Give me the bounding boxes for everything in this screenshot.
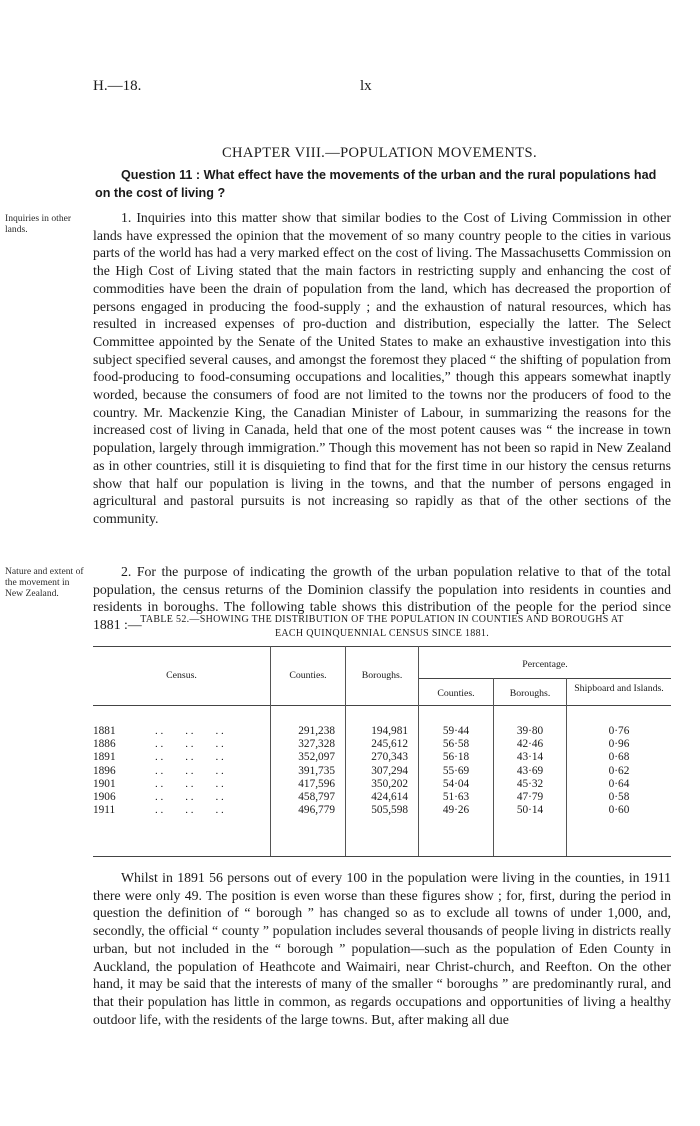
cell-counties: 496,779 — [298, 804, 335, 817]
page-header-code: H.—18. — [93, 78, 142, 94]
percentage-group-rule — [418, 678, 671, 679]
cell-boroughs: 505,598 — [371, 804, 408, 817]
cell-pct-shipboard: 0·60 — [608, 804, 630, 817]
header-pct-shipboard: Shipboard and Islands. — [574, 683, 664, 694]
cell-boroughs: 350,202 — [371, 777, 408, 790]
cell-year: 1891 — [93, 751, 116, 764]
cell-counties: 391,735 — [298, 764, 335, 777]
cell-pct-boroughs: 50·14 — [516, 804, 544, 817]
cell-counties: 352,097 — [298, 751, 335, 764]
cell-pct-counties: 49·26 — [442, 804, 470, 817]
cell-boroughs: 194,981 — [371, 725, 408, 737]
cell-pct-counties: 54·04 — [442, 777, 470, 790]
header-census: Census. — [166, 670, 197, 681]
margin-note-inquiries: Inquiries in other lands. — [5, 213, 72, 235]
cell-pct-counties: 56·58 — [442, 738, 470, 751]
table-caption-line-1: TABLE 52.—SHOWING THE DISTRIBUTION OF THE POPULATION IN COUNTIES AND BOROUGHS AT — [140, 614, 624, 625]
table-caption — [93, 613, 671, 641]
cell-pct-counties: 55·69 — [442, 764, 470, 777]
leader-dots: . . . . . . — [155, 738, 224, 751]
table-top-rule — [93, 646, 671, 647]
cell-year: 1901 — [93, 777, 116, 790]
cell-year: 1906 — [93, 791, 116, 803]
cell-pct-counties: 59·44 — [442, 725, 470, 737]
cell-pct-boroughs: 47·79 — [516, 791, 544, 803]
cell-pct-boroughs: 43·69 — [516, 764, 544, 777]
cell-pct-counties: 56·18 — [442, 751, 470, 764]
cell-counties: 417,596 — [298, 777, 335, 790]
cell-year: 1881 — [93, 725, 116, 737]
question-heading — [95, 166, 668, 202]
table-bottom-rule — [93, 856, 671, 857]
margin-note-nature: Nature and extent of the movement in New Zealand. — [5, 566, 84, 599]
header-percentage: Percentage. — [522, 659, 568, 670]
paragraph-1-text: 1. Inquiries into this matter show that similar bodies to the Cost of Living Commission in other lands have expressed the opinion that the movement of so many country people to the cities in various parts of the world has had a very marked effect on the cost of living. The Massachusetts Commission on the High Cost of Living stated that the main factors in restricting supply and enhancing the cost of commodities have been the drain of population from the land, which has decreased the proportion of persons engaged in producing the food-supply ; and the exhaustion of natural resources, which has resulted in increased expenses of pro-duction and distribution, especially the latter. The Select Committee appointed by the Senate of the United States to make an exhaustive investigation into this subject specified several causes, and amongst the foremost they placed “ the shifting of population from food-producing to food-consuming occupations and localities,” though this appears somewhat inaptly worded, because the consumers of food are not limited to the towns nor the producers of food to the country. Mr. Mackenzie King, the Canadian Minister of Labour, in summarizing the reasons for the increased cost of living in Canada, held that one of the most potent causes was “ the increase in town population, largely through immigration.” Though this movement has not been so rapid in New Zealand as in other countries, still it is disquieting to find that for the first time in our history the census returns show that half our population is living in the towns, and that the number of persons engaged in agricultural and pastoral pursuits is not increasing so rapidly as that of the other sections of the community. — [93, 210, 671, 526]
cell-pct-shipboard: 0·62 — [608, 764, 630, 777]
cell-counties: 327,328 — [298, 738, 335, 751]
chapter-title: CHAPTER VIII.—POPULATION MOVEMENTS. — [221, 145, 538, 161]
header-pct-counties: Counties. — [437, 688, 475, 699]
cell-boroughs: 307,294 — [371, 764, 408, 777]
cell-boroughs: 424,614 — [371, 791, 408, 803]
leader-dots: . . . . . . — [155, 791, 224, 803]
cell-boroughs: 245,612 — [371, 738, 408, 751]
cell-counties: 458,797 — [298, 791, 335, 803]
cell-year: 1896 — [93, 764, 116, 777]
cell-pct-shipboard: 0·68 — [608, 751, 630, 764]
page-number: lx — [360, 78, 372, 94]
cell-pct-boroughs: 42·46 — [516, 738, 544, 751]
population-table — [93, 646, 671, 858]
table-caption-line-2: EACH QUINQUENNIAL CENSUS SINCE 1881. — [274, 628, 490, 639]
paragraph-3 — [93, 869, 671, 1028]
cell-pct-shipboard: 0·76 — [608, 725, 630, 737]
cell-pct-shipboard: 0·96 — [608, 738, 630, 751]
cell-pct-boroughs: 43·14 — [516, 751, 544, 764]
cell-year: 1886 — [93, 738, 116, 751]
cell-pct-counties: 51·63 — [442, 791, 470, 803]
cell-counties: 291,238 — [298, 725, 335, 737]
paragraph-3-text: Whilst in 1891 56 persons out of every 100 in the population were living in the counties, in 1911 there were only 49. The position is even worse than these figures show ; for, first, during the period in question the definition of “ borough ” has changed so as to exclude all towns of under 1,000, and, secondly, the official “ county ” population includes several thousands of people living in districts really urban, but not included in the “ borough ” population—such as the population of Eden County in Auckland, the population of Heathcote and Waimairi, near Christ-church, and Reefton. On the other hand, it may be said that the interests of many of the smaller “ boroughs ” are predominantly rural, and that their population has little in common, as regards occupations and opportunities of living a healthy outdoor life, with the residents of the large towns. But, after making all due — [93, 870, 671, 1027]
leader-dots: . . . . . . — [155, 764, 224, 777]
cell-pct-boroughs: 45·32 — [516, 777, 544, 790]
cell-pct-shipboard: 0·64 — [608, 777, 630, 790]
header-counties: Counties. — [289, 670, 327, 681]
header-boroughs: Boroughs. — [361, 670, 403, 681]
question-text: Question 11 : What effect have the movements of the urban and the rural populations had on the cost of living ? — [95, 168, 657, 200]
cell-boroughs: 270,343 — [371, 751, 408, 764]
leader-dots: . . . . . . — [155, 804, 224, 817]
cell-pct-shipboard: 0·58 — [608, 791, 630, 803]
table-header-rule — [93, 705, 671, 706]
header-pct-boroughs: Boroughs. — [509, 688, 551, 699]
cell-year: 1911 — [93, 804, 116, 817]
cell-pct-boroughs: 39·80 — [516, 725, 544, 737]
leader-dots: . . . . . . — [155, 777, 224, 790]
paragraph-2-text: 2. For the purpose of indicating the growth of the urban population relative to that of the total population, the census returns of the Dominion classify the population into residents in counties and residents in boroughs. The following table shows this distribution of the people for the period since 1881 :— — [93, 564, 671, 633]
leader-dots: . . . . . . — [155, 725, 224, 737]
leader-dots: . . . . . . — [155, 751, 224, 764]
paragraph-1 — [93, 209, 671, 528]
